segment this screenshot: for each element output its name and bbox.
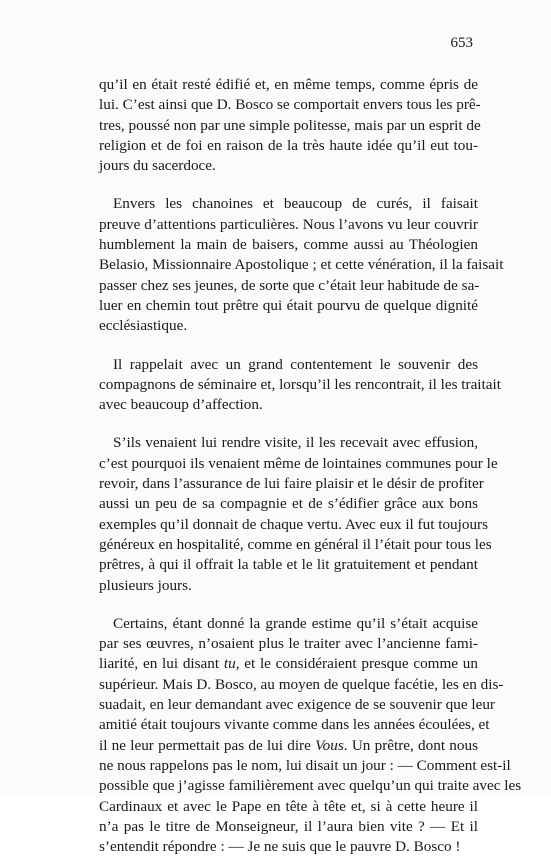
text-line: exemples qu’il donnait de chaque vertu. Avec eux il fut toujours [99,515,489,533]
page-number: 653 [450,35,473,51]
text-line [83,736,478,756]
text-line: qu’il en était resté édifié et, en même temps, comme épris de [99,76,478,93]
text-line: ecclésiastique. [99,317,188,335]
text-line: Il rappelait avec un grand contentement le souvenir des [113,355,478,373]
text-fragment: , et le considéraient presque comme un [235,655,478,673]
text-line: suadait, en leur demandant avec exigence de se souvenir que leur [99,696,495,714]
text-line: S’ils venaient lui rendre visite, il les recevait avec effusion, [113,434,478,452]
paragraph-3 [83,355,501,416]
text-line: revoir, dans l’assurance de lui faire plaisir et le désir de profiter [99,475,484,493]
text-line: avec beaucoup d’affection. [99,396,263,414]
text-line: compagnons de séminaire et, lorsqu’il les rencontrait, il les traitait [99,375,501,393]
paragraph-1 [83,75,481,176]
paragraph-4 [83,433,498,595]
text-line: généreux en hospitalité, comme en général il l’était pour tous les [99,535,492,553]
text-line: passer chez ses jeunes, de sorte que c’était leur habitude de sa- [99,276,480,294]
text-line [83,654,478,674]
italic-word: tu [223,655,236,673]
text-line: plusieurs jours. [99,576,192,594]
text-line: aussi un peu de sa compagnie et de s’édifier grâce aux bons [99,495,478,513]
paragraph-2 [83,194,504,336]
text-line: s’entendit répondre : — Je ne suis que le pauvre D. Bosco ! [99,838,461,856]
text-line: luer en chemin tout prêtre qui était pourvu de quelque dignité [99,296,478,314]
text-line: religion et de foi en raison de la très haute idée qu’il eut tou- [99,136,478,154]
text-line: amitié était toujours vivante comme dans les années écoulées, et [99,716,490,734]
text-line: tres, poussé non par une simple politesse, mais par un esprit de [99,116,481,134]
text-fragment: . Un prêtre, dont nous [343,736,478,754]
text-line: c’est pourquoi ils venaient même de lointaines communes pour le [99,454,498,472]
text-line: n’a pas le titre de Monseigneur, il l’aura bien vite ? — Et il [99,817,478,835]
body-text [83,75,522,857]
text-line: humblement la main de baisers, comme aussi au Théologien [99,236,478,254]
text-line: Certains, étant donné la grande estime qu’il s’était acquise [113,614,478,632]
text-line: lui. C’est ainsi que D. Bosco se comportait envers tous les prê- [99,96,481,114]
text-line: prêtres, à qui il offrait la table et le lit gratuitement et pendant [99,556,478,574]
text-line: par ses œuvres, n’osaient plus le traiter avec l’ancienne fami- [99,635,478,653]
text-line: Cardinaux et avec le Pape en tête à tête et, si à cette heure il [99,797,478,815]
text-line: Envers les chanoines et beaucoup de curés, il faisait [113,195,478,213]
text-line: preuve d’attentions particulières. Nous l’avons vu leur couvrir [99,215,478,233]
text-line: supérieur. Mais D. Bosco, au moyen de quelque facétie, les en dis- [99,675,504,693]
text-line: Belasio, Missionnaire Apostolique ; et cette vénération, il la faisait [99,256,504,274]
text-line: ne nous rappelons pas le nom, lui disait un jour : — Comment est-il [99,756,511,774]
text-fragment: il ne leur permettait pas de lui dire [99,736,316,754]
text-fragment: liarité, en lui disant [99,655,224,673]
text-line: jours du sacerdoce. [99,157,216,175]
paragraph-5 [83,614,522,857]
text-line: possible que j’agisse familièrement avec quelqu’un qui traite avec les [99,777,522,795]
italic-word: Vous [315,736,344,754]
